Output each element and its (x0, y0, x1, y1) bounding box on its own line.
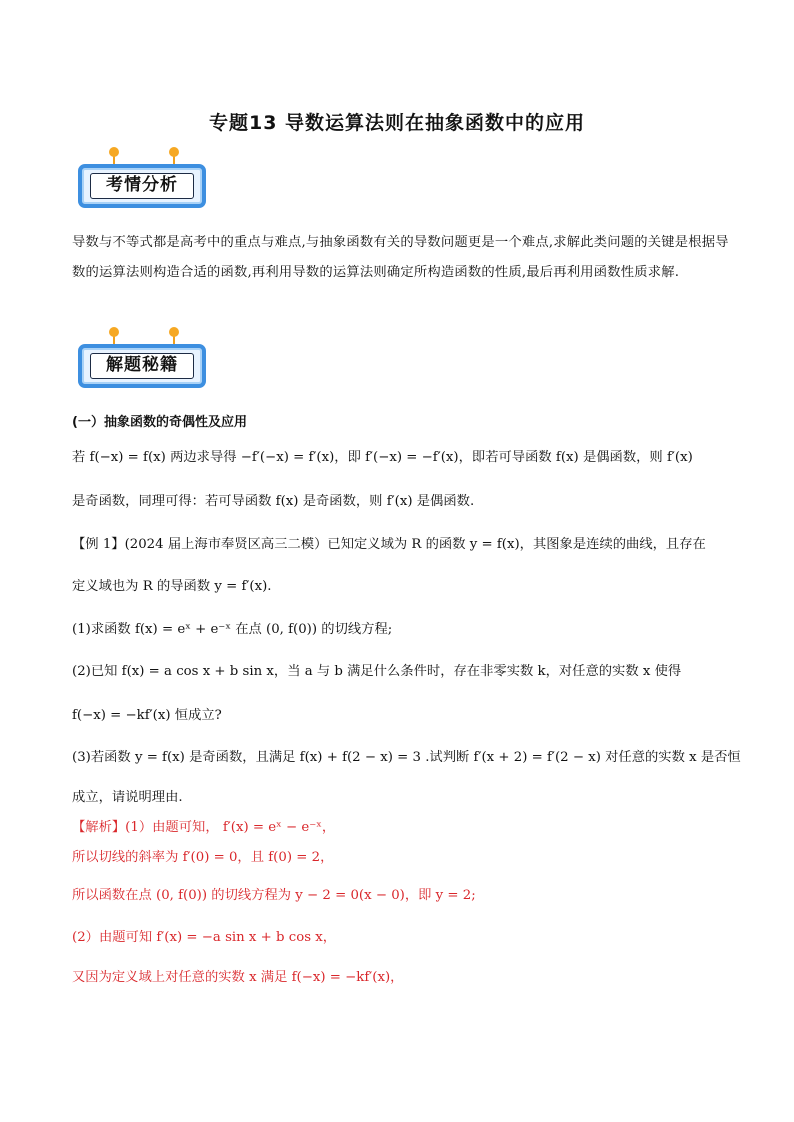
example-line: 【例 1】(2024 届上海市奉贤区高三二模）已知定义域为 R 的函数 y = f(x)，其图象是连续的曲线，且存在 (72, 537, 706, 552)
text-line: 是奇函数，同理可得：若可导函数 f(x) 是奇函数，则 f′(x) 是偶函数. (72, 494, 475, 509)
text-line: 定义域也为 R 的导函数 y = f′(x). (72, 579, 272, 594)
question-line: (3)若函数 y = f(x) 是奇函数，且满足 f(x) + f(2 − x) = 3 .试判断 f′(x + 2) = f′(2 − x) 对任意的实数 x 是否恒 (72, 750, 741, 765)
page-title: 专题13 导数运算法则在抽象函数中的应用 (208, 112, 586, 134)
solution-line: 【解析】(1）由题可知， f′(x) = eˣ − e⁻ˣ， (72, 820, 336, 835)
section-badge-tips (78, 332, 208, 392)
subsection-heading: (一）抽象函数的奇偶性及应用 (72, 415, 247, 430)
solution-line: 又因为定义域上对任意的实数 x 满足 f(−x) = −kf′(x)， (72, 970, 404, 985)
question-line: (1)求函数 f(x) = eˣ + e⁻ˣ 在点 (0, f(0)) 的切线方程; (72, 622, 393, 637)
question-line: (2)已知 f(x) = a cos x + b sin x，当 a 与 b 满足什么条件时，存在非零实数 k，对任意的实数 x 使得 (72, 664, 682, 679)
section-heading: 考情分析 (90, 173, 194, 199)
solution-line: 所以函数在点 (0, f(0)) 的切线方程为 y − 2 = 0(x − 0)，即 y = 2; (72, 888, 476, 903)
text-line: 若 f(−x) = f(x) 两边求导得 −f′(−x) = f′(x)，即 f′(−x) = −f′(x)，即若可导函数 f(x) 是偶函数，则 f′(x) (72, 450, 693, 465)
solution-line: (2）由题可知 f′(x) = −a sin x + b cos x， (72, 930, 337, 945)
section-heading: 解题秘籍 (90, 353, 194, 379)
solution-line: 所以切线的斜率为 f′(0) = 0，且 f(0) = 2， (72, 850, 334, 865)
text-line: f(−x) = −kf′(x) 恒成立? (72, 708, 222, 723)
section-badge-analysis (78, 152, 208, 212)
text-line: 成立，请说明理由. (72, 790, 183, 805)
intro-paragraph: 导数与不等式都是高考中的重点与难点,与抽象函数有关的导数问题更是一个难点,求解此类问题的关键是根据导数的运算法则构造合适的函数,再利用导数的运算法则确定所构造函数的性质,最后再利用函数性质求解. (72, 235, 729, 280)
